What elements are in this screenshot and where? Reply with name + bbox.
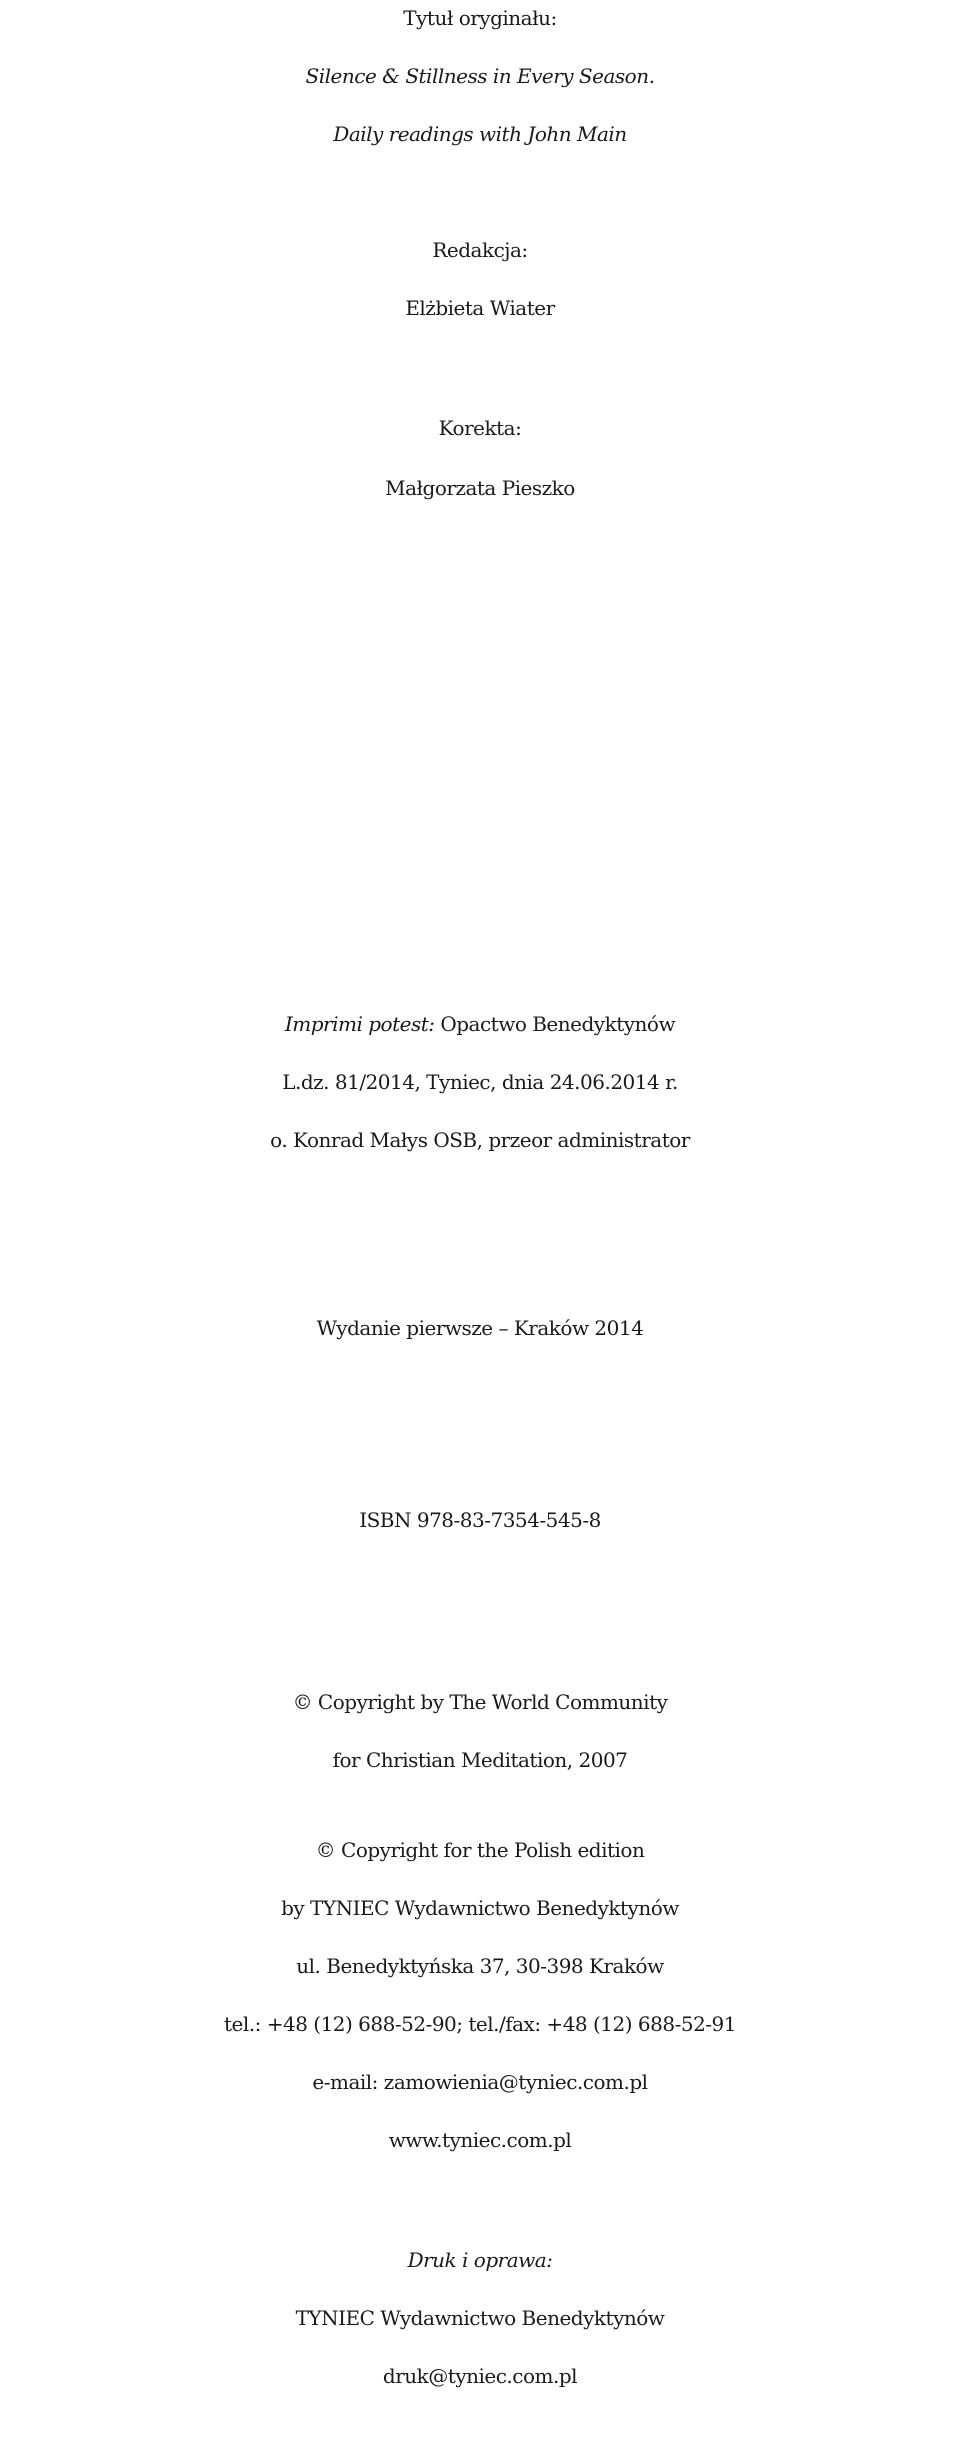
copyright-polish-line-1: © Copyright for the Polish edition <box>315 1838 645 1862</box>
copyright-original-line-2: for Christian Meditation, 2007 <box>332 1748 628 1772</box>
editor-name: Elżbieta Wiater <box>405 296 555 320</box>
publisher-website: www.tyniec.com.pl <box>388 2128 572 2152</box>
original-title-line-1: Silence & Stillness in Every Season. <box>305 64 655 88</box>
imprimi-line-1 <box>0 1014 960 1034</box>
copyright-polish-line-2: by TYNIEC Wydawnictwo Benedyktynów <box>281 1896 679 1920</box>
printing-label: Druk i oprawa: <box>407 2248 553 2272</box>
imprimi-line-3: o. Konrad Małys OSB, przeor administrator <box>270 1128 690 1152</box>
publisher-phone: tel.: +48 (12) 688-52-90; tel./fax: +48 (12) 688-52-91 <box>223 2012 736 2036</box>
printer-name: TYNIEC Wydawnictwo Benedyktynów <box>295 2306 665 2330</box>
imprimi-org: Opactwo Benedyktynów <box>434 1012 676 1036</box>
proofreading-label: Korekta: <box>438 416 522 440</box>
imprimi-line-2: L.dz. 81/2014, Tyniec, dnia 24.06.2014 r. <box>282 1070 678 1094</box>
edition-text: Wydanie pierwsze – Kraków 2014 <box>316 1316 644 1340</box>
copyright-original-line-1: © Copyright by The World Community <box>292 1690 668 1714</box>
proofreader-name: Małgorzata Pieszko <box>385 476 575 500</box>
editing-label: Redakcja: <box>432 238 528 262</box>
printer-email: druk@tyniec.com.pl <box>382 2364 578 2388</box>
publisher-email: e-mail: zamowienia@tyniec.com.pl <box>312 2070 648 2094</box>
imprimi-label: Imprimi potest: <box>284 1012 435 1036</box>
original-title-label: Tytuł oryginału: <box>403 6 557 30</box>
isbn-text: ISBN 978-83-7354-545-8 <box>359 1508 601 1532</box>
original-title-line-2: Daily readings with John Main <box>333 122 627 146</box>
publisher-address: ul. Benedyktyńska 37, 30-398 Kraków <box>296 1954 664 1978</box>
